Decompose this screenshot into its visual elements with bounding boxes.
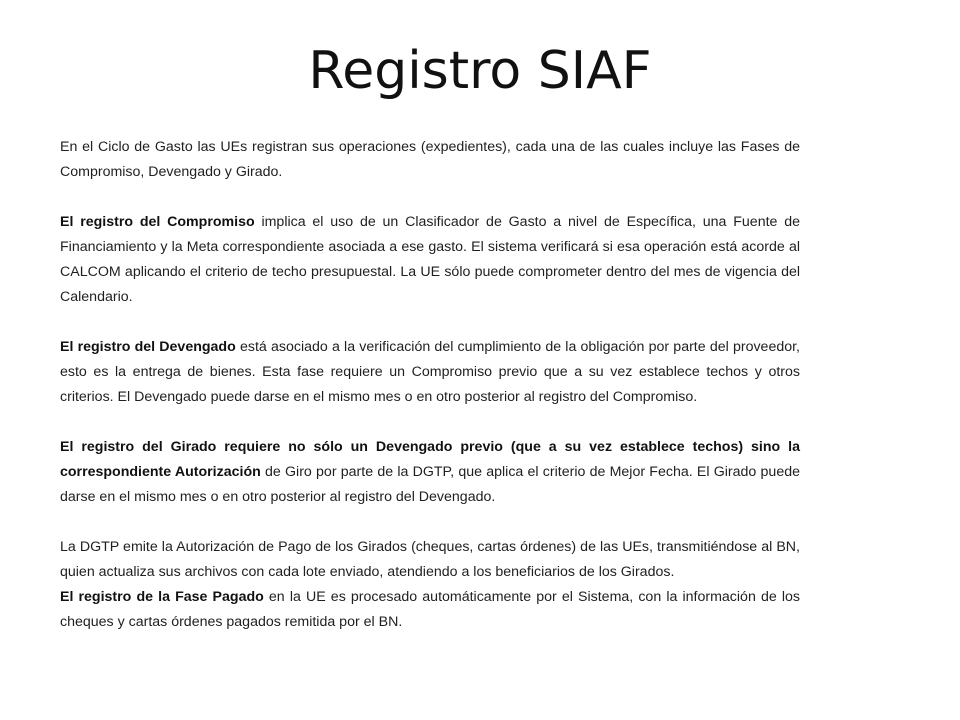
paragraph-text: En el Ciclo de Gasto las UEs registran sus operaciones (expedientes), cada una de las cuales incluye las Fases de Compromiso, Devengado y Girado. (60, 139, 800, 180)
slide-title: Registro SIAF (308, 41, 652, 101)
paragraph-girado (60, 435, 800, 510)
paragraph-pagado (60, 585, 800, 635)
spacer (60, 310, 800, 335)
paragraph-devengado (60, 335, 800, 410)
paragraph-text: implica el uso de un Clasificador de Gasto a nivel de Específica, una Fuente de Financiamiento y la Meta correspondiente asociada a ese gasto. El sistema verificará si esa operación está acorde al CALCOM aplicando el criterio de techo presupuestal. La UE sólo puede comprometer dentro del mes de vigencia del Calendario. (60, 214, 801, 305)
paragraph-bold-lead: El registro de la Fase Pagado (60, 589, 264, 605)
paragraph-text: La DGTP emite la Autorización de Pago de los Girados (cheques, cartas órdenes) de las UEs, transmitiéndose al BN, quien actualiza sus archivos con cada lote enviado, atendiendo a los beneficiarios de los Girados. (60, 539, 800, 580)
paragraph-text: está asociado a la verificación del cumplimiento de la obligación por parte del proveedor, esto es la entrega de bienes. Esta fase requiere un Compromiso previo que a su vez establece techos y otros criterios. El Devengado puede darse en el mismo mes o en otro posterior al registro del Compromiso. (60, 339, 800, 405)
paragraph-text: en la UE es procesado automáticamente por el Sistema, con la información de los cheques y cartas órdenes pagados remitida por el BN. (60, 589, 800, 630)
spacer (60, 510, 800, 535)
paragraph-ciclo-gasto (60, 135, 800, 185)
spacer (60, 410, 800, 435)
paragraph-compromiso (60, 210, 800, 310)
paragraph-bold-lead: El registro del Girado requiere no sólo un Devengado previo (que a su vez establece techos) sino la correspondiente Autorización (60, 439, 800, 480)
paragraph-autorizacion-pago (60, 535, 800, 585)
paragraph-bold-lead: El registro del Devengado (60, 339, 236, 355)
paragraph-bold-lead: El registro del Compromiso (60, 214, 255, 230)
paragraph-text: de Giro por parte de la DGTP, que aplica el criterio de Mejor Fecha. El Girado puede darse en el mismo mes o en otro posterior al registro del Devengado. (60, 464, 800, 505)
spacer (60, 185, 800, 210)
slide-body (60, 135, 800, 635)
